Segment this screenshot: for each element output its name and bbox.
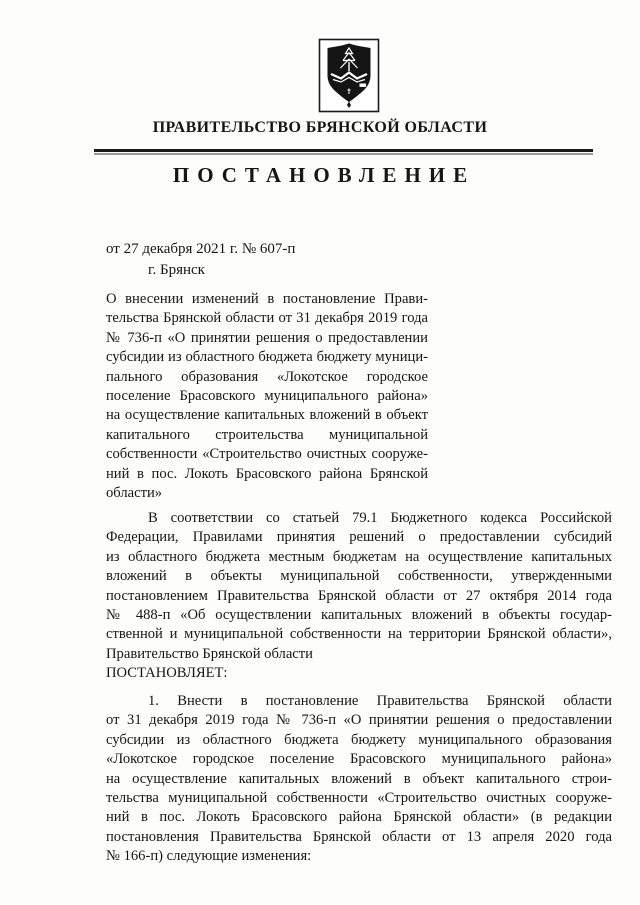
text-line: 1. Внести в постановление Правительства Брянской области bbox=[148, 693, 612, 709]
resolution-item-1-paragraph bbox=[106, 692, 612, 867]
text-line: постановлением Правительства Брянской области от 27 октября 2014 года bbox=[106, 587, 612, 604]
text-line: О внесении изменений в постановление Прави- bbox=[106, 291, 428, 307]
text-line: тельства муниципальной собственности «Строительство очистных сооруже- bbox=[106, 790, 612, 807]
text-line: области» bbox=[106, 485, 163, 502]
document-type-title: ПОСТАНОВЛЕНИЕ bbox=[172, 163, 476, 187]
authority-name: ПРАВИТЕЛЬСТВО БРЯНСКОЙ ОБЛАСТИ bbox=[152, 119, 488, 136]
text-line: ственной и муниципальной собственности на территории Брянской области», bbox=[106, 626, 612, 643]
city-line: г. Брянск bbox=[148, 262, 205, 278]
text-line: от 31 декабря 2019 года № 736-п «О принятии решения о предоставлении bbox=[106, 712, 612, 729]
text-line: постановления Правительства Брянской области от 13 апреля 2020 года bbox=[106, 828, 612, 845]
text-line: на осуществление капитальных вложений в объект bbox=[106, 407, 428, 424]
text-line: субсидии из областного бюджета бюджету муници- bbox=[106, 349, 428, 366]
text-line: вложений в объекты муниципальной собственности, утвержденными bbox=[106, 568, 612, 585]
text-line: собственности «Строительство очистных сооруже- bbox=[106, 446, 428, 463]
text-line: из областного бюджета местным бюджетам на осуществление капитальных bbox=[106, 548, 612, 565]
text-line: поселение Брасовского муниципального района» bbox=[106, 388, 428, 405]
date-and-number-line: от 27 декабря 2021 г. № 607-п bbox=[106, 241, 296, 257]
text-line: тельства Брянской области от 31 декабря 2019 года bbox=[106, 310, 428, 327]
header-rule bbox=[94, 149, 593, 155]
text-line: капитального строительства муниципальной bbox=[106, 426, 428, 443]
text-line: ПОСТАНОВЛЯЕТ: bbox=[106, 665, 228, 682]
text-line: на осуществление капитальных вложений в объект капитального строи- bbox=[106, 770, 612, 787]
text-line: пального образования «Локотское городское bbox=[106, 368, 428, 385]
text-line: Правительство Брянской области bbox=[106, 645, 313, 662]
text-line: Федерации, Правилами принятия решений о предоставлении субсидий bbox=[106, 529, 612, 546]
text-line: № 488-п «Об осуществлении капитальных вложений в объекты государ- bbox=[106, 607, 612, 624]
text-line: № 736-п «О принятии решения о предоставлении bbox=[106, 329, 428, 346]
text-line: ний в пос. Локоть Брасовского района Брянской bbox=[106, 465, 428, 482]
subject-annotation bbox=[106, 290, 428, 503]
text-line: «Локотское городское поселение Брасовского муниципального района» bbox=[106, 751, 612, 768]
header-rule-shadow-line bbox=[94, 153, 593, 155]
coat-of-arms-icon bbox=[318, 38, 380, 113]
text-line: В соответствии со статьей 79.1 Бюджетного кодекса Российской bbox=[148, 510, 612, 526]
text-line: № 166-п) следующие изменения: bbox=[106, 848, 312, 865]
preamble-paragraph bbox=[106, 509, 612, 684]
text-line: субсидии из областного бюджета бюджету муниципального образования bbox=[106, 731, 612, 748]
text-line: ний в пос. Локоть Брасовского района Брянской области» (в редакции bbox=[106, 809, 612, 826]
header-rule-thick-line bbox=[94, 149, 593, 152]
